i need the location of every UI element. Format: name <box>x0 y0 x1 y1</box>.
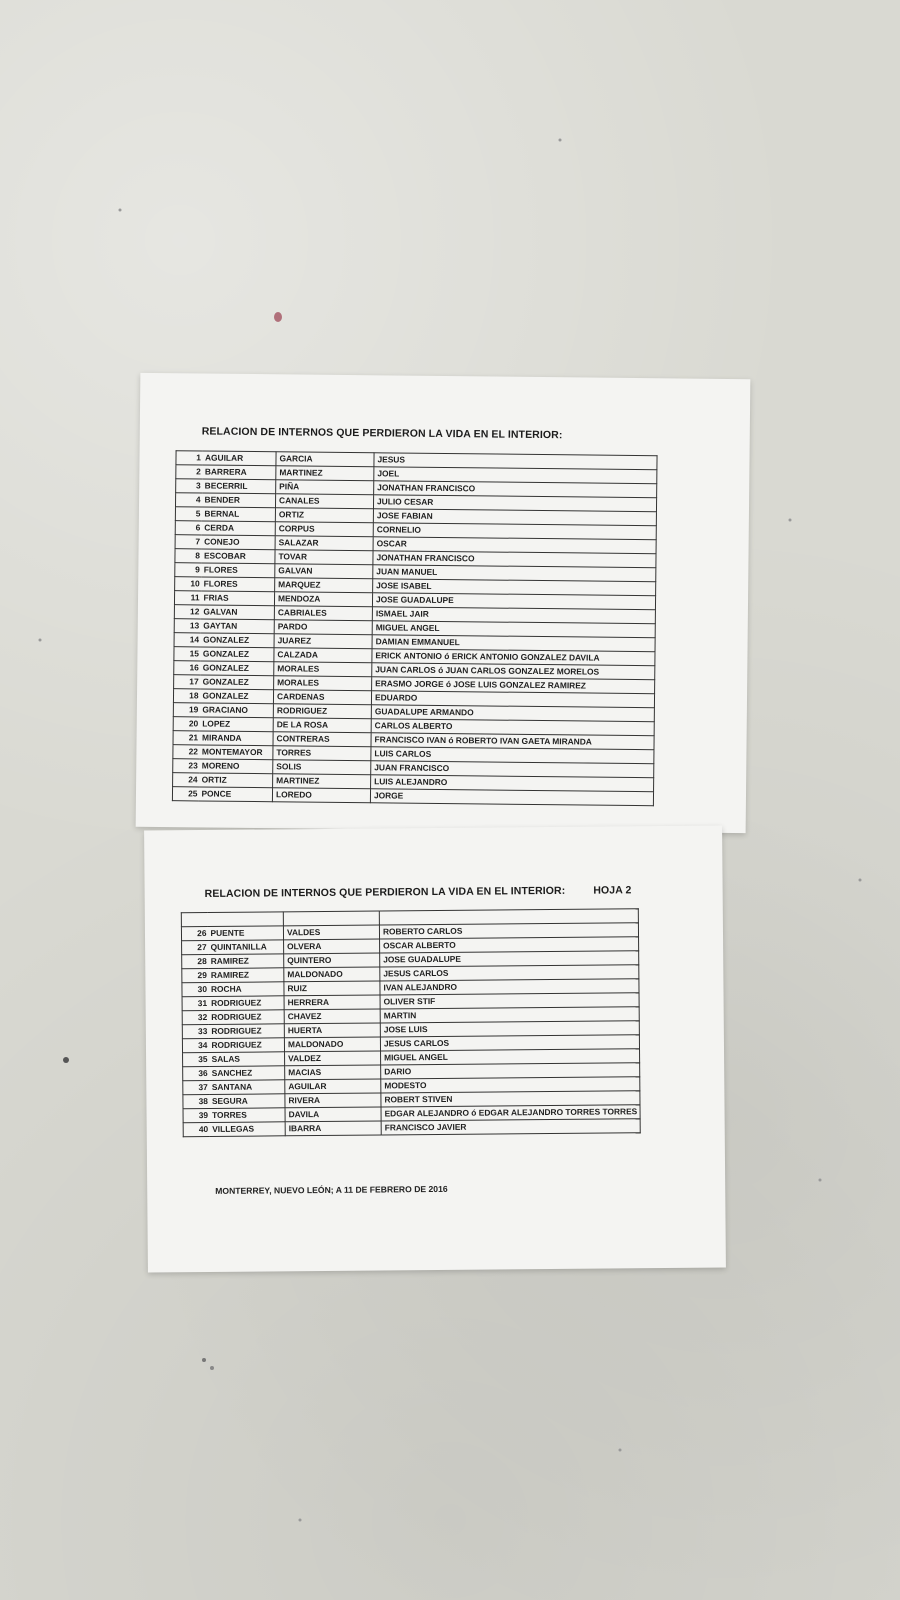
first-name: OLIVER STIF <box>380 993 639 1009</box>
row-number: 38 <box>183 1094 209 1108</box>
table-row <box>183 1119 640 1137</box>
row-number: 8 <box>175 549 201 563</box>
last-name: SANTANA <box>209 1080 285 1095</box>
last-name: BERNAL <box>201 507 275 522</box>
second-last-name: MALDONADO <box>284 967 380 982</box>
row-number: 3 <box>176 479 202 493</box>
last-name: CERDA <box>201 521 275 536</box>
second-last-name: DE LA ROSA <box>273 718 371 733</box>
last-name: SALAS <box>209 1052 285 1067</box>
row-number: 22 <box>173 745 199 759</box>
second-last-name: MORALES <box>274 662 372 677</box>
second-last-name: MENDOZA <box>274 592 372 607</box>
row-number: 4 <box>175 493 201 507</box>
first-name: LUIS ALEJANDRO <box>371 775 654 792</box>
first-name: JUAN MANUEL <box>373 565 656 582</box>
second-last-name: OLVERA <box>284 939 380 954</box>
second-last-name: CABRIALES <box>274 606 372 621</box>
row-number: 39 <box>183 1108 209 1122</box>
pin-mark <box>274 312 282 322</box>
last-name: MONTEMAYOR <box>199 745 273 760</box>
second-last-name: TORRES <box>273 746 371 761</box>
row-number: 18 <box>173 689 199 703</box>
first-name: JUAN FRANCISCO <box>371 761 654 778</box>
first-name: JONATHAN FRANCISCO <box>374 481 657 498</box>
last-name: RODRIGUEZ <box>208 1024 284 1039</box>
row-number: 36 <box>183 1066 209 1080</box>
last-name: SEGURA <box>209 1094 285 1109</box>
second-last-name: SOLIS <box>273 760 371 775</box>
second-last-name: MARTINEZ <box>273 774 371 789</box>
second-last-name: AGUILAR <box>285 1079 381 1094</box>
last-name: PONCE <box>198 787 272 802</box>
first-name: JOSE GUADALUPE <box>372 593 655 610</box>
row-number: 34 <box>182 1038 208 1052</box>
last-name: RAMIREZ <box>208 954 284 969</box>
notice-sheet-2 <box>144 825 726 1272</box>
second-last-name: VALDES <box>283 925 379 940</box>
second-last-name: SALAZAR <box>275 536 373 551</box>
first-name: JUAN CARLOS ó JUAN CARLOS GONZALEZ MORELOS <box>372 663 655 680</box>
first-name: JESUS <box>374 453 657 470</box>
last-name: GONZALEZ <box>200 675 274 690</box>
row-number: 10 <box>175 577 201 591</box>
roster-table <box>172 450 658 806</box>
sheet-title <box>205 884 632 900</box>
last-name: RODRIGUEZ <box>208 1038 284 1053</box>
second-last-name: MALDONADO <box>284 1037 380 1052</box>
second-last-name: MORALES <box>274 676 372 691</box>
row-number: 15 <box>174 647 200 661</box>
first-name: EDGAR ALEJANDRO ó EDGAR ALEJANDRO TORRES TORRES <box>381 1105 640 1121</box>
first-name: FRANCISCO JAVIER <box>381 1119 640 1135</box>
row-number: 12 <box>174 605 200 619</box>
first-name: JOSE LUIS <box>380 1021 639 1037</box>
first-name: ISMAEL JAIR <box>372 607 655 624</box>
second-last-name: CHAVEZ <box>284 1009 380 1024</box>
sheet-title: RELACION DE INTERNOS QUE PERDIERON LA VIDA EN EL INTERIOR: <box>201 425 563 442</box>
second-last-name: GARCIA <box>276 452 374 467</box>
first-name: ERASMO JORGE ó JOSE LUIS GONZALEZ RAMIREZ <box>372 677 655 694</box>
last-name: FLORES <box>201 563 275 578</box>
row-number: 30 <box>182 982 208 996</box>
row-number: 20 <box>173 717 199 731</box>
notice-sheet-1 <box>136 373 751 833</box>
last-name: FRIAS <box>200 591 274 606</box>
second-last-name: ORTIZ <box>275 508 373 523</box>
empty-cell <box>207 912 283 927</box>
last-name: BENDER <box>201 493 275 508</box>
last-name: CONEJO <box>201 535 275 550</box>
last-name: FLORES <box>201 577 275 592</box>
last-name: BECERRIL <box>202 479 276 494</box>
first-name: CARLOS ALBERTO <box>371 719 654 736</box>
last-name: VILLEGAS <box>209 1122 285 1137</box>
last-name: AGUILAR <box>202 451 276 466</box>
row-number: 17 <box>174 675 200 689</box>
last-name: GRACIANO <box>199 703 273 718</box>
second-last-name: PARDO <box>274 620 372 635</box>
first-name: DARIO <box>381 1063 640 1079</box>
last-name: GONZALEZ <box>199 689 273 704</box>
second-last-name: GALVAN <box>275 564 373 579</box>
second-last-name: MACIAS <box>285 1065 381 1080</box>
last-name: QUINTANILLA <box>208 940 284 955</box>
row-number: 24 <box>173 773 199 787</box>
first-name: IVAN ALEJANDRO <box>380 979 639 995</box>
last-name: MORENO <box>199 759 273 774</box>
first-name: JOSE FABIAN <box>373 509 656 526</box>
row-number: 9 <box>175 563 201 577</box>
first-name: JULIO CESAR <box>373 495 656 512</box>
last-name: GAYTAN <box>200 619 274 634</box>
last-name: GALVAN <box>200 605 274 620</box>
last-name: ROCHA <box>208 982 284 997</box>
last-name: BARRERA <box>202 465 276 480</box>
first-name: OSCAR ALBERTO <box>380 937 639 953</box>
first-name: MIGUEL ANGEL <box>372 621 655 638</box>
last-name: TORRES <box>209 1108 285 1123</box>
first-name: ROBERT STIVEN <box>381 1091 640 1107</box>
first-name: EDUARDO <box>371 691 654 708</box>
last-name: GONZALEZ <box>200 633 274 648</box>
second-last-name: RODRIGUEZ <box>273 704 371 719</box>
second-last-name: CONTRERAS <box>273 732 371 747</box>
first-name: JOSE GUADALUPE <box>380 951 639 967</box>
second-last-name: MARTINEZ <box>276 466 374 481</box>
last-name: GONZALEZ <box>200 661 274 676</box>
first-name: MIGUEL ANGEL <box>381 1049 640 1065</box>
row-number: 28 <box>182 954 208 968</box>
first-name: ERICK ANTONIO ó ERICK ANTONIO GONZALEZ DAVILA <box>372 649 655 666</box>
second-last-name: TOVAR <box>275 550 373 565</box>
sheet-title-text: RELACION DE INTERNOS QUE PERDIERON LA VIDA EN EL INTERIOR: <box>204 884 566 901</box>
first-name: DAMIAN EMMANUEL <box>372 635 655 652</box>
first-name: ROBERTO CARLOS <box>379 923 638 939</box>
first-name: FRANCISCO IVAN ó ROBERTO IVAN GAETA MIRANDA <box>371 733 654 750</box>
second-last-name: RUIZ <box>284 981 380 996</box>
row-number: 13 <box>174 619 200 633</box>
last-name: RODRIGUEZ <box>208 996 284 1011</box>
page-label: HOJA 2 <box>593 884 632 897</box>
empty-cell <box>283 911 379 926</box>
row-number: 21 <box>173 731 199 745</box>
second-last-name: IBARRA <box>285 1121 381 1136</box>
first-name: JOSE ISABEL <box>373 579 656 596</box>
first-name: GUADALUPE ARMANDO <box>371 705 654 722</box>
second-last-name: LOREDO <box>272 788 370 803</box>
second-last-name: CANALES <box>275 494 373 509</box>
last-name: MIRANDA <box>199 731 273 746</box>
first-name: LUIS CARLOS <box>371 747 654 764</box>
row-number: 26 <box>181 926 207 940</box>
second-last-name: CORPUS <box>275 522 373 537</box>
second-last-name: QUINTERO <box>284 953 380 968</box>
row-number: 27 <box>182 940 208 954</box>
first-name: CORNELIO <box>373 523 656 540</box>
second-last-name: CARDENAS <box>273 690 371 705</box>
row-number: 2 <box>176 465 202 479</box>
second-last-name: CALZADA <box>274 648 372 663</box>
row-number: 7 <box>175 535 201 549</box>
first-name: JESUS CARLOS <box>380 965 639 981</box>
row-number: 11 <box>174 591 200 605</box>
last-name: GONZALEZ <box>200 647 274 662</box>
second-last-name: HERRERA <box>284 995 380 1010</box>
row-number: 25 <box>172 787 198 801</box>
row-number: 29 <box>182 968 208 982</box>
row-number: 23 <box>173 759 199 773</box>
second-last-name: JUAREZ <box>274 634 372 649</box>
second-last-name: DAVILA <box>285 1107 381 1122</box>
last-name: PUENTE <box>207 926 283 941</box>
second-last-name: PIÑA <box>276 480 374 495</box>
second-last-name: MARQUEZ <box>275 578 373 593</box>
first-name: JOEL <box>374 467 657 484</box>
empty-cell <box>181 912 207 926</box>
row-number: 40 <box>183 1122 209 1136</box>
first-name: MODESTO <box>381 1077 640 1093</box>
last-name: ORTIZ <box>199 773 273 788</box>
first-name: JESUS CARLOS <box>380 1035 639 1051</box>
row-number: 5 <box>175 507 201 521</box>
roster-table <box>181 908 641 1137</box>
row-number: 35 <box>183 1052 209 1066</box>
first-name: JONATHAN FRANCISCO <box>373 551 656 568</box>
first-name: OSCAR <box>373 537 656 554</box>
row-number: 31 <box>182 996 208 1010</box>
last-name: RODRIGUEZ <box>208 1010 284 1025</box>
second-last-name: RIVERA <box>285 1093 381 1108</box>
last-name: RAMIREZ <box>208 968 284 983</box>
row-number: 37 <box>183 1080 209 1094</box>
row-number: 33 <box>182 1024 208 1038</box>
date-line: MONTERREY, NUEVO LEÓN; A 11 DE FEBRERO DE 2016 <box>215 1183 448 1196</box>
row-number: 14 <box>174 633 200 647</box>
row-number: 32 <box>182 1010 208 1024</box>
second-last-name: VALDEZ <box>285 1051 381 1066</box>
last-name: SANCHEZ <box>209 1066 285 1081</box>
row-number: 16 <box>174 661 200 675</box>
first-name: MARTIN <box>380 1007 639 1023</box>
last-name: ESCOBAR <box>201 549 275 564</box>
second-last-name: HUERTA <box>284 1023 380 1038</box>
last-name: LOPEZ <box>199 717 273 732</box>
row-number: 19 <box>173 703 199 717</box>
row-number: 1 <box>176 451 202 465</box>
first-name: JORGE <box>370 789 653 806</box>
row-number: 6 <box>175 521 201 535</box>
